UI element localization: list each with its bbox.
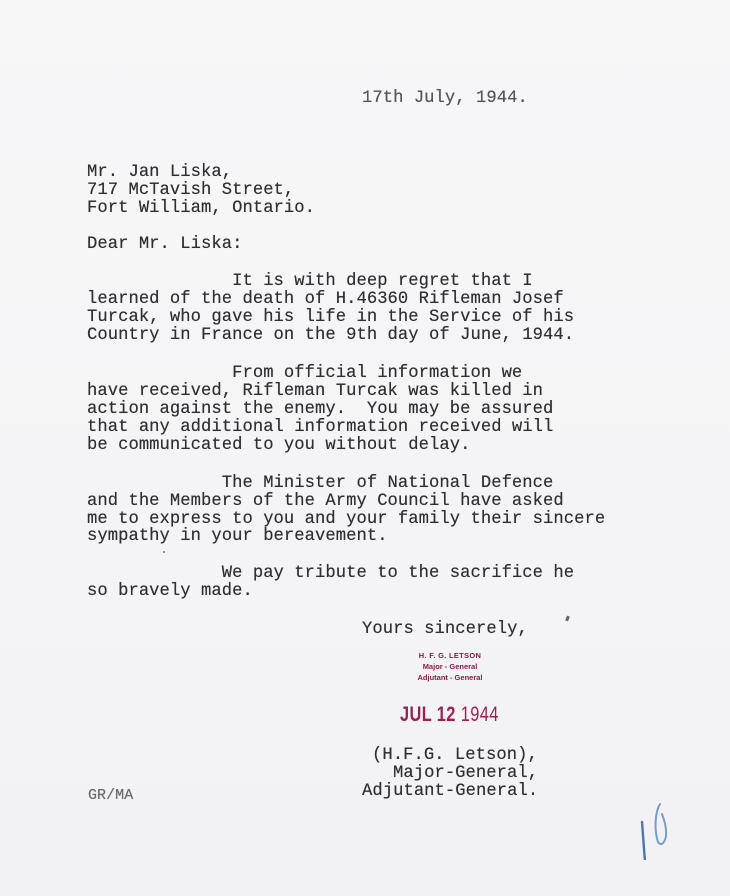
stamp-rank: Major - General — [422, 662, 478, 671]
paragraph-line: learned of the death of H.46360 Rifleman Josef — [87, 290, 564, 309]
letter-date: 17th July, 1944. — [362, 89, 528, 108]
paragraph-line: Country in France on the 9th day of June, 1944. — [87, 326, 575, 345]
signature-name: (H.F.G. Letson), — [372, 746, 538, 765]
paragraph-line: We pay tribute to the sacrifice he — [87, 564, 575, 583]
stamp-name: H. F. G. LETSON — [418, 651, 482, 660]
handwritten-note-icon — [636, 800, 676, 860]
received-date-stamp — [400, 703, 499, 727]
recipient-name: Mr. Jan Liska, — [87, 163, 233, 182]
stamp-month-day: JUL 12 — [400, 703, 456, 726]
paragraph-line: It is with deep regret that I — [87, 272, 533, 291]
signature-title: Adjutant-General. — [362, 782, 539, 801]
stamp-year: 1944 — [460, 703, 499, 726]
recipient-city: Fort William, Ontario. — [87, 199, 316, 218]
paragraph-line: have received, Rifleman Turcak was killed in — [87, 382, 544, 401]
recipient-street: 717 McTavish Street, — [87, 181, 295, 200]
paragraph-line: so bravely made. — [87, 582, 253, 601]
paragraph-line: that any additional information received will — [87, 418, 554, 437]
paragraph-line: The Minister of National Defence — [87, 474, 554, 493]
paragraph-line: me to express to you and your family their sincere — [87, 510, 606, 529]
stamp-title: Adjutant - General — [417, 673, 483, 682]
paragraph-line: and the Members of the Army Council have asked — [87, 492, 564, 511]
paragraph-line: sympathy in your bereavement. — [87, 527, 388, 546]
paragraph-line: Turcak, who gave his life in the Service of his — [87, 308, 575, 327]
paragraph-line: action against the enemy. You may be assured — [87, 400, 554, 419]
paragraph-line: be communicated to you without delay. — [87, 436, 471, 455]
closing: Yours sincerely, — [362, 620, 528, 639]
signature-rank: Major-General, — [393, 764, 539, 783]
ink-speck — [163, 551, 165, 553]
ink-mark — [565, 616, 570, 622]
salutation: Dear Mr. Liska: — [87, 235, 243, 254]
paragraph-line: From official information we — [87, 364, 523, 383]
reference-initials: GR/MA — [88, 787, 134, 804]
